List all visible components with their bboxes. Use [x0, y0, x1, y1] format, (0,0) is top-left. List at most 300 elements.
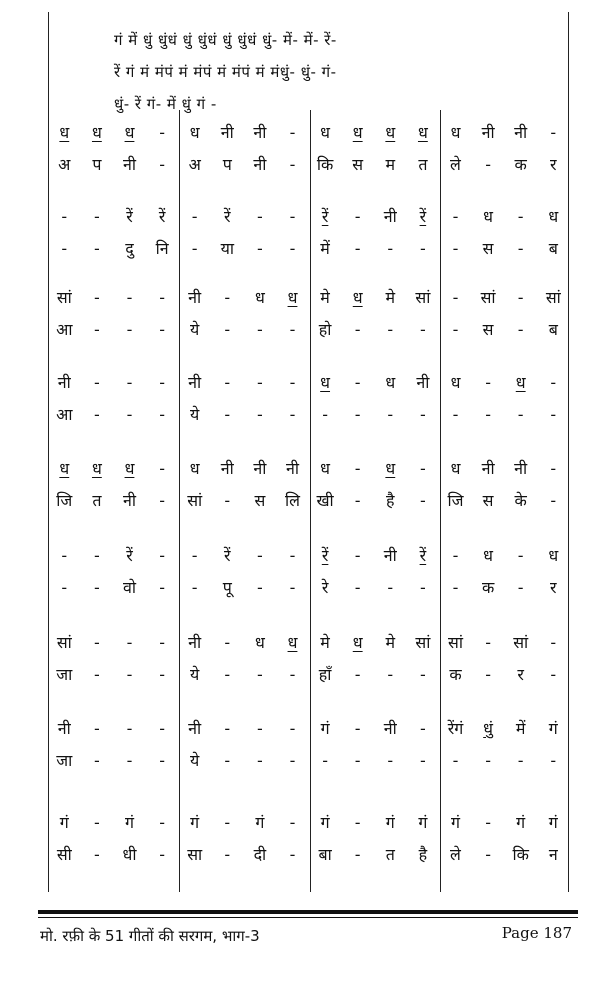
notation-cell: रें: [126, 546, 133, 565]
notation-cell: क: [481, 578, 495, 597]
notation-cell: जा: [56, 751, 73, 770]
notation-cell: -: [159, 320, 165, 339]
notation-cell: ध: [483, 546, 494, 565]
notation-cell: -: [322, 751, 328, 770]
notation-cell: -: [126, 633, 133, 652]
notation-cell: सां: [56, 633, 72, 652]
notation-cell: -: [550, 459, 557, 478]
notation-row: [48, 458, 570, 480]
notation-cell: -: [191, 239, 198, 258]
notation-cell: -: [452, 405, 459, 424]
notation-cell: में: [515, 719, 526, 738]
notation-cell: गं: [190, 813, 200, 832]
notation-cell: ध: [548, 207, 559, 226]
notation-cell: -: [452, 207, 459, 226]
notation-cell: -: [224, 288, 231, 307]
notation-cell: -: [159, 405, 165, 424]
notation-cell: त: [418, 155, 428, 174]
notation-cell: कि: [316, 155, 334, 174]
notation-cell: ध: [385, 123, 396, 142]
notation-cell: वो: [122, 578, 136, 597]
notation-cell: -: [159, 546, 165, 565]
notation-row: [48, 844, 570, 866]
notation-cell: सां: [415, 633, 431, 652]
notation-cell: -: [126, 751, 133, 770]
notation-cell: -: [354, 491, 361, 510]
notation-cell: -: [159, 155, 165, 174]
notation-cell: -: [354, 373, 361, 392]
notation-cell: ध: [189, 459, 200, 478]
notation-cell: -: [387, 239, 394, 258]
notation-cell: ध: [91, 459, 102, 478]
notation-cell: है: [386, 491, 395, 510]
notation-row: [48, 206, 570, 228]
notation-cell: न: [548, 845, 558, 864]
notation-cell: -: [257, 239, 263, 258]
notation-cell: हो: [318, 320, 332, 339]
notation-cell: ध: [320, 373, 331, 392]
notation-cell: -: [159, 633, 165, 652]
notation-cell: -: [289, 751, 296, 770]
notation-cell: हाँ: [318, 665, 332, 684]
notation-cell: -: [289, 665, 296, 684]
notation-cell: स: [482, 239, 494, 258]
notation-cell: -: [387, 320, 394, 339]
notation-cell: -: [94, 405, 100, 424]
notation-cell: नी: [481, 123, 495, 142]
notation-cell: -: [517, 288, 524, 307]
notation-row: [48, 750, 570, 772]
notation-cell: ध: [385, 459, 396, 478]
notation-cell: -: [126, 665, 133, 684]
notation-cell: -: [257, 373, 263, 392]
notation-cell: -: [354, 578, 361, 597]
notation-cell: ध: [320, 459, 331, 478]
notation-cell: प: [92, 155, 102, 174]
notation-cell: -: [517, 546, 524, 565]
notation-cell: जि: [447, 491, 464, 510]
notation-cell: कि: [512, 845, 529, 864]
notation-cell: सी: [56, 845, 72, 864]
notation-cell: नी: [220, 123, 234, 142]
notation-cell: सां: [513, 633, 529, 652]
notation-cell: नी: [383, 207, 397, 226]
footer-rule-thick: [38, 910, 578, 914]
notation-cell: आ: [56, 320, 73, 339]
notation-cell: -: [387, 405, 394, 424]
notation-cell: ध: [254, 288, 265, 307]
notation-cell: -: [94, 239, 100, 258]
intro-line-2: रें गं मं मंपं मं मंपं मं मंपं मं मंधुं- धुं- गं-: [114, 63, 337, 81]
notation-cell: -: [485, 751, 491, 770]
notation-cell: -: [159, 845, 165, 864]
notation-cell: -: [452, 239, 459, 258]
notation-cell: बा: [318, 845, 332, 864]
notation-cell: -: [354, 320, 361, 339]
notation-cell: सा: [187, 845, 203, 864]
notation-cell: गं: [516, 813, 526, 832]
notation-cell: -: [61, 207, 68, 226]
notation-cell: -: [354, 207, 361, 226]
notation-cell: मे: [385, 288, 396, 307]
notation-cell: -: [550, 665, 557, 684]
notation-cell: नी: [188, 633, 202, 652]
notation-cell: ध: [483, 207, 494, 226]
notation-cell: ये: [190, 751, 200, 770]
notation-cell: -: [550, 373, 557, 392]
notation-cell: धुं: [483, 719, 494, 738]
notation-cell: -: [224, 719, 231, 738]
notation-cell: -: [354, 405, 361, 424]
notation-cell: के: [514, 491, 527, 510]
notation-cell: ध: [124, 123, 135, 142]
notation-cell: -: [420, 459, 426, 478]
notation-cell: -: [257, 719, 263, 738]
notation-cell: -: [354, 751, 361, 770]
notation-cell: -: [420, 320, 426, 339]
notation-cell: ध: [385, 373, 396, 392]
notation-row: [48, 372, 570, 394]
notation-cell: ध: [59, 459, 70, 478]
notation-cell: -: [159, 123, 165, 142]
notation-cell: -: [517, 578, 524, 597]
notation-cell: गं: [124, 813, 134, 832]
notation-cell: ध: [352, 288, 363, 307]
notation-cell: रे: [321, 578, 329, 597]
notation-cell: -: [94, 813, 100, 832]
notation-cell: -: [550, 491, 557, 510]
notation-cell: -: [224, 373, 231, 392]
notation-cell: ध: [91, 123, 102, 142]
notation-cell: स: [254, 491, 266, 510]
notation-cell: र: [517, 665, 524, 684]
notation-cell: मे: [320, 288, 330, 307]
notation-cell: ध: [189, 123, 200, 142]
notation-cell: -: [289, 155, 296, 174]
notation-cell: -: [322, 405, 328, 424]
notation-cell: लि: [284, 491, 300, 510]
notation-cell: सां: [545, 288, 561, 307]
notation-cell: -: [224, 665, 231, 684]
notation-cell: दु: [125, 239, 134, 258]
notation-cell: -: [94, 751, 100, 770]
notation-cell: म: [385, 155, 396, 174]
notation-cell: जा: [56, 665, 73, 684]
notation-cell: र: [550, 578, 557, 597]
notation-cell: -: [289, 373, 296, 392]
notation-cell: ध: [450, 373, 461, 392]
notation-cell: गं: [450, 813, 460, 832]
notation-row: [48, 812, 570, 834]
notation-cell: ब: [548, 239, 558, 258]
notation-cell: नी: [514, 459, 528, 478]
notation-cell: रें: [321, 546, 329, 565]
notation-cell: -: [289, 320, 296, 339]
notation-cell: सां: [415, 288, 431, 307]
notation-row: [48, 319, 570, 341]
notation-cell: -: [126, 373, 133, 392]
notation-cell: -: [61, 239, 68, 258]
notation-cell: नी: [57, 373, 71, 392]
notation-cell: -: [289, 813, 296, 832]
notation-cell: -: [94, 665, 100, 684]
notation-cell: -: [420, 405, 426, 424]
notation-cell: -: [94, 320, 100, 339]
book-title: मो. रफ़ी के 51 गीतों की सरगम, भाग-3: [40, 927, 260, 945]
notation-cell: -: [224, 633, 231, 652]
notation-cell: -: [452, 751, 459, 770]
notation-row: [48, 122, 570, 144]
notation-cell: -: [126, 405, 133, 424]
notation-cell: गं: [548, 719, 558, 738]
notation-cell: -: [485, 373, 491, 392]
notation-cell: -: [159, 459, 165, 478]
notation-cell: -: [387, 665, 394, 684]
notation-cell: -: [289, 546, 296, 565]
notation-cell: -: [159, 813, 165, 832]
notation-cell: -: [452, 578, 459, 597]
notation-cell: नी: [383, 719, 397, 738]
notation-row: [48, 632, 570, 654]
notation-cell: -: [485, 155, 491, 174]
notation-cell: -: [94, 288, 100, 307]
notation-cell: सां: [56, 288, 72, 307]
notation-cell: नी: [514, 123, 528, 142]
notation-cell: -: [485, 405, 491, 424]
notation-cell: -: [159, 288, 165, 307]
notation-cell: -: [191, 578, 198, 597]
notation-cell: -: [159, 491, 165, 510]
notation-cell: -: [420, 239, 426, 258]
notation-cell: -: [517, 239, 524, 258]
notation-cell: पू: [222, 578, 232, 597]
notation-cell: नी: [253, 155, 267, 174]
notation-cell: ध: [59, 123, 70, 142]
notation-cell: -: [550, 751, 557, 770]
notation-cell: अ: [188, 155, 201, 174]
notation-cell: नी: [253, 123, 267, 142]
notation-cell: नी: [253, 459, 267, 478]
notation-cell: -: [517, 320, 524, 339]
notation-cell: -: [191, 546, 198, 565]
notation-cell: -: [126, 320, 133, 339]
notation-cell: रें: [224, 546, 231, 565]
notation-cell: -: [257, 751, 263, 770]
notation-cell: -: [289, 845, 296, 864]
notation-cell: सां: [448, 633, 463, 652]
notation-cell: में: [320, 239, 330, 258]
notation-row: [48, 404, 570, 426]
notation-cell: रें: [419, 207, 427, 226]
notation-cell: स: [482, 320, 494, 339]
notation-cell: नी: [188, 373, 202, 392]
notation-cell: ले: [450, 845, 461, 864]
notation-cell: -: [257, 405, 263, 424]
notation-row: [48, 664, 570, 686]
notation-cell: दी: [253, 845, 267, 864]
notation-cell: ये: [190, 320, 200, 339]
notation-cell: -: [94, 845, 100, 864]
notation-cell: -: [289, 405, 296, 424]
notation-cell: ये: [190, 405, 200, 424]
notation-cell: रें: [419, 546, 427, 565]
notation-cell: रेंगं: [447, 719, 464, 738]
notation-cell: -: [420, 751, 426, 770]
intro-line-1: गं में धुं धुंधं धुं धुंधं धुं धुंधं धुं- में- में- रें-: [114, 31, 337, 49]
notation-cell: है: [418, 845, 428, 864]
notation-row: [48, 577, 570, 599]
notation-cell: स: [352, 155, 364, 174]
notation-cell: गं: [320, 813, 330, 832]
notation-row: [48, 287, 570, 309]
notation-cell: -: [452, 288, 459, 307]
notation-cell: -: [354, 845, 361, 864]
notation-cell: -: [224, 405, 231, 424]
notation-cell: -: [159, 719, 165, 738]
notation-cell: -: [550, 633, 557, 652]
notation-cell: गं: [320, 719, 330, 738]
notation-cell: क: [449, 665, 462, 684]
notation-cell: -: [420, 578, 426, 597]
notation-cell: ध: [124, 459, 135, 478]
notation-cell: -: [159, 665, 165, 684]
notation-cell: स: [482, 491, 494, 510]
notation-cell: -: [94, 373, 100, 392]
notation-cell: -: [94, 719, 100, 738]
notation-cell: -: [257, 320, 263, 339]
notation-cell: नी: [122, 155, 136, 174]
notation-cell: प: [222, 155, 232, 174]
notation-cell: ध: [515, 373, 526, 392]
notation-cell: नी: [220, 459, 234, 478]
notation-cell: ध: [450, 123, 461, 142]
notation-row: [48, 490, 570, 512]
notation-cell: ध: [352, 123, 363, 142]
notation-cell: -: [159, 373, 165, 392]
notation-cell: सां: [480, 288, 496, 307]
notation-cell: -: [354, 665, 361, 684]
notation-cell: -: [517, 751, 524, 770]
notation-cell: -: [517, 207, 524, 226]
notation-cell: -: [126, 288, 133, 307]
notation-cell: या: [220, 239, 235, 258]
notation-cell: -: [550, 123, 557, 142]
notation-cell: -: [224, 845, 231, 864]
notation-cell: -: [257, 207, 263, 226]
notation-row: [48, 154, 570, 176]
notation-cell: -: [224, 320, 231, 339]
notation-cell: नी: [416, 373, 430, 392]
notation-cell: त: [385, 845, 395, 864]
notation-cell: -: [289, 239, 296, 258]
notation-cell: -: [224, 813, 231, 832]
notation-cell: ध: [450, 459, 461, 478]
notation-cell: -: [159, 578, 165, 597]
notation-cell: ब: [548, 320, 558, 339]
notation-cell: -: [126, 719, 133, 738]
notation-cell: नी: [481, 459, 495, 478]
notation-cell: रें: [158, 207, 166, 226]
notation-cell: गं: [59, 813, 69, 832]
notation-cell: मे: [320, 633, 330, 652]
notation-cell: क: [514, 155, 527, 174]
notation-cell: त: [92, 491, 102, 510]
notation-cell: ध: [417, 123, 428, 142]
notation-cell: गं: [548, 813, 558, 832]
notation-cell: नी: [285, 459, 299, 478]
notation-cell: ले: [450, 155, 461, 174]
notation-cell: जि: [56, 491, 73, 510]
intro-line-3: धुं- रें गं- में धुं गं -: [114, 95, 217, 113]
notation-cell: -: [452, 320, 459, 339]
notation-cell: -: [94, 207, 100, 226]
notation-cell: -: [257, 665, 263, 684]
notation-cell: -: [354, 813, 361, 832]
notation-cell: -: [224, 491, 231, 510]
notation-cell: सां: [187, 491, 203, 510]
notation-row: [48, 238, 570, 260]
notation-cell: -: [289, 207, 296, 226]
notation-cell: मे: [385, 633, 396, 652]
notation-cell: ध: [352, 633, 363, 652]
notation-cell: अ: [58, 155, 71, 174]
notation-cell: नी: [122, 491, 136, 510]
page-number: Page 187: [501, 924, 572, 942]
footer-rule-thin: [38, 917, 578, 918]
notation-cell: -: [354, 546, 361, 565]
notation-cell: -: [289, 578, 296, 597]
notation-cell: -: [517, 405, 524, 424]
notation-cell: गं: [418, 813, 428, 832]
notation-cell: रें: [224, 207, 231, 226]
notation-cell: ध: [287, 288, 298, 307]
notation-cell: -: [485, 665, 491, 684]
notation-cell: -: [94, 578, 100, 597]
notation-cell: -: [420, 665, 426, 684]
notation-cell: खी: [316, 491, 334, 510]
notation-row: [48, 718, 570, 740]
notation-cell: -: [387, 751, 394, 770]
notation-cell: -: [485, 845, 491, 864]
notation-cell: -: [354, 239, 361, 258]
notation-cell: -: [485, 813, 491, 832]
notation-cell: -: [550, 405, 557, 424]
notation-cell: ध: [320, 123, 331, 142]
notation-cell: र: [550, 155, 557, 174]
notation-cell: -: [452, 546, 459, 565]
notation-cell: -: [354, 459, 361, 478]
notation-cell: -: [420, 719, 426, 738]
notation-cell: -: [224, 751, 231, 770]
notation-cell: रें: [126, 207, 133, 226]
notation-cell: -: [159, 751, 165, 770]
notation-cell: -: [191, 207, 198, 226]
notation-cell: नी: [57, 719, 71, 738]
notation-cell: -: [289, 719, 296, 738]
notation-cell: -: [257, 578, 263, 597]
notation-cell: ये: [190, 665, 200, 684]
notation-cell: नी: [383, 546, 397, 565]
notation-cell: -: [61, 546, 68, 565]
notation-cell: नि: [155, 239, 169, 258]
notation-cell: धी: [122, 845, 137, 864]
notation-cell: -: [354, 719, 361, 738]
notation-cell: ध: [287, 633, 298, 652]
notation-cell: -: [289, 123, 296, 142]
notation-cell: गं: [255, 813, 265, 832]
notation-cell: -: [61, 578, 68, 597]
notation-cell: आ: [56, 405, 73, 424]
